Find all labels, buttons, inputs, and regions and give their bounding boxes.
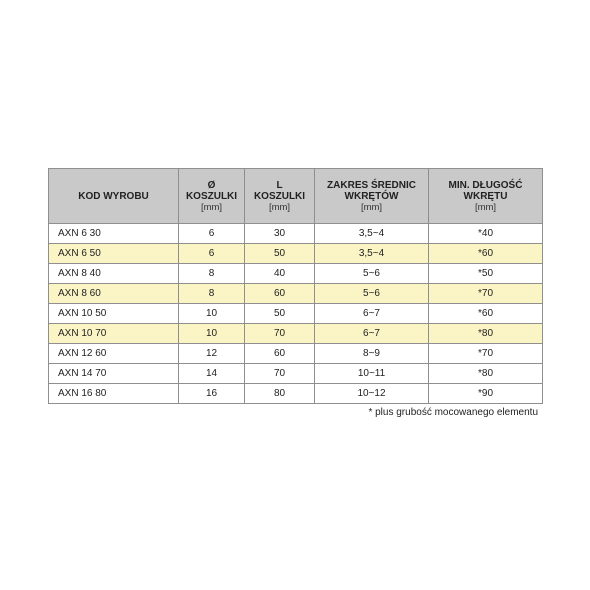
- header-min-screw-length-title: MIN. DŁUGOŚĆ: [448, 179, 523, 191]
- cell-product-code: AXN 12 60: [49, 344, 179, 364]
- table-row: [49, 344, 543, 364]
- cell-min-screw-length: *80: [429, 364, 543, 384]
- cell-screw-diameter-range: 5~6: [315, 264, 429, 284]
- cell-sleeve-length: 40: [245, 264, 315, 284]
- table-row: [49, 384, 543, 404]
- table-header: [49, 169, 543, 224]
- header-product-code-title: KOD WYROBU: [78, 190, 149, 202]
- cell-screw-diameter-range: 3,5~4: [315, 244, 429, 264]
- cell-sleeve-diameter: 16: [179, 384, 245, 404]
- cell-sleeve-length: 50: [245, 304, 315, 324]
- header-min-screw-length-unit: [mm]: [474, 201, 497, 213]
- header-screw-diameter-range-unit: [mm]: [360, 201, 383, 213]
- cell-sleeve-length: 70: [245, 364, 315, 384]
- cell-min-screw-length: *80: [429, 324, 543, 344]
- table-row: [49, 224, 543, 244]
- cell-sleeve-length: 60: [245, 284, 315, 304]
- table-row: [49, 304, 543, 324]
- header-product-code: [49, 169, 179, 224]
- header-row: [49, 169, 543, 224]
- table-row: [49, 284, 543, 304]
- cell-screw-diameter-range: 3,5~4: [315, 224, 429, 244]
- table-row: [49, 324, 543, 344]
- cell-screw-diameter-range: 10~11: [315, 364, 429, 384]
- cell-screw-diameter-range: 10~12: [315, 384, 429, 404]
- product-spec-table: [48, 168, 543, 404]
- cell-product-code: AXN 8 40: [49, 264, 179, 284]
- cell-product-code: AXN 6 30: [49, 224, 179, 244]
- footnote: * plus grubość mocowanego elementu: [368, 407, 538, 418]
- cell-sleeve-diameter: 6: [179, 244, 245, 264]
- header-screw-diameter-range-title2: WKRĘTÓW: [344, 190, 399, 202]
- table-row: [49, 264, 543, 284]
- cell-screw-diameter-range: 6~7: [315, 304, 429, 324]
- cell-sleeve-diameter: 14: [179, 364, 245, 384]
- cell-product-code: AXN 6 50: [49, 244, 179, 264]
- cell-sleeve-diameter: 8: [179, 284, 245, 304]
- cell-min-screw-length: *70: [429, 284, 543, 304]
- header-min-screw-length-title2: WKRĘTU: [463, 190, 508, 202]
- header-sleeve-length: [245, 169, 315, 224]
- cell-sleeve-length: 80: [245, 384, 315, 404]
- cell-screw-diameter-range: 8~9: [315, 344, 429, 364]
- cell-product-code: AXN 10 70: [49, 324, 179, 344]
- cell-screw-diameter-range: 5~6: [315, 284, 429, 304]
- table-body: [49, 224, 543, 404]
- cell-sleeve-diameter: 12: [179, 344, 245, 364]
- cell-sleeve-diameter: 10: [179, 304, 245, 324]
- cell-min-screw-length: *50: [429, 264, 543, 284]
- header-screw-diameter-range: [315, 169, 429, 224]
- header-sleeve-length-title2: KOSZULKI: [253, 190, 306, 202]
- cell-sleeve-diameter: 10: [179, 324, 245, 344]
- header-sleeve-diameter-title2: KOSZULKI: [185, 190, 238, 202]
- cell-min-screw-length: *60: [429, 244, 543, 264]
- header-sleeve-length-title: L: [276, 179, 283, 191]
- table-row: [49, 244, 543, 264]
- cell-sleeve-diameter: 6: [179, 224, 245, 244]
- cell-product-code: AXN 10 50: [49, 304, 179, 324]
- cell-sleeve-length: 50: [245, 244, 315, 264]
- header-sleeve-diameter-title: Ø: [207, 179, 216, 191]
- cell-min-screw-length: *60: [429, 304, 543, 324]
- cell-product-code: AXN 8 60: [49, 284, 179, 304]
- cell-screw-diameter-range: 6~7: [315, 324, 429, 344]
- table-row: [49, 364, 543, 384]
- cell-sleeve-length: 70: [245, 324, 315, 344]
- header-sleeve-diameter-unit: [mm]: [200, 201, 223, 213]
- cell-min-screw-length: *90: [429, 384, 543, 404]
- header-sleeve-diameter: [179, 169, 245, 224]
- header-min-screw-length: [429, 169, 543, 224]
- header-sleeve-length-unit: [mm]: [268, 201, 291, 213]
- cell-sleeve-diameter: 8: [179, 264, 245, 284]
- cell-sleeve-length: 30: [245, 224, 315, 244]
- cell-min-screw-length: *40: [429, 224, 543, 244]
- cell-product-code: AXN 14 70: [49, 364, 179, 384]
- cell-product-code: AXN 16 80: [49, 384, 179, 404]
- cell-sleeve-length: 60: [245, 344, 315, 364]
- cell-min-screw-length: *70: [429, 344, 543, 364]
- header-screw-diameter-range-title: ZAKRES ŚREDNIC: [327, 179, 416, 191]
